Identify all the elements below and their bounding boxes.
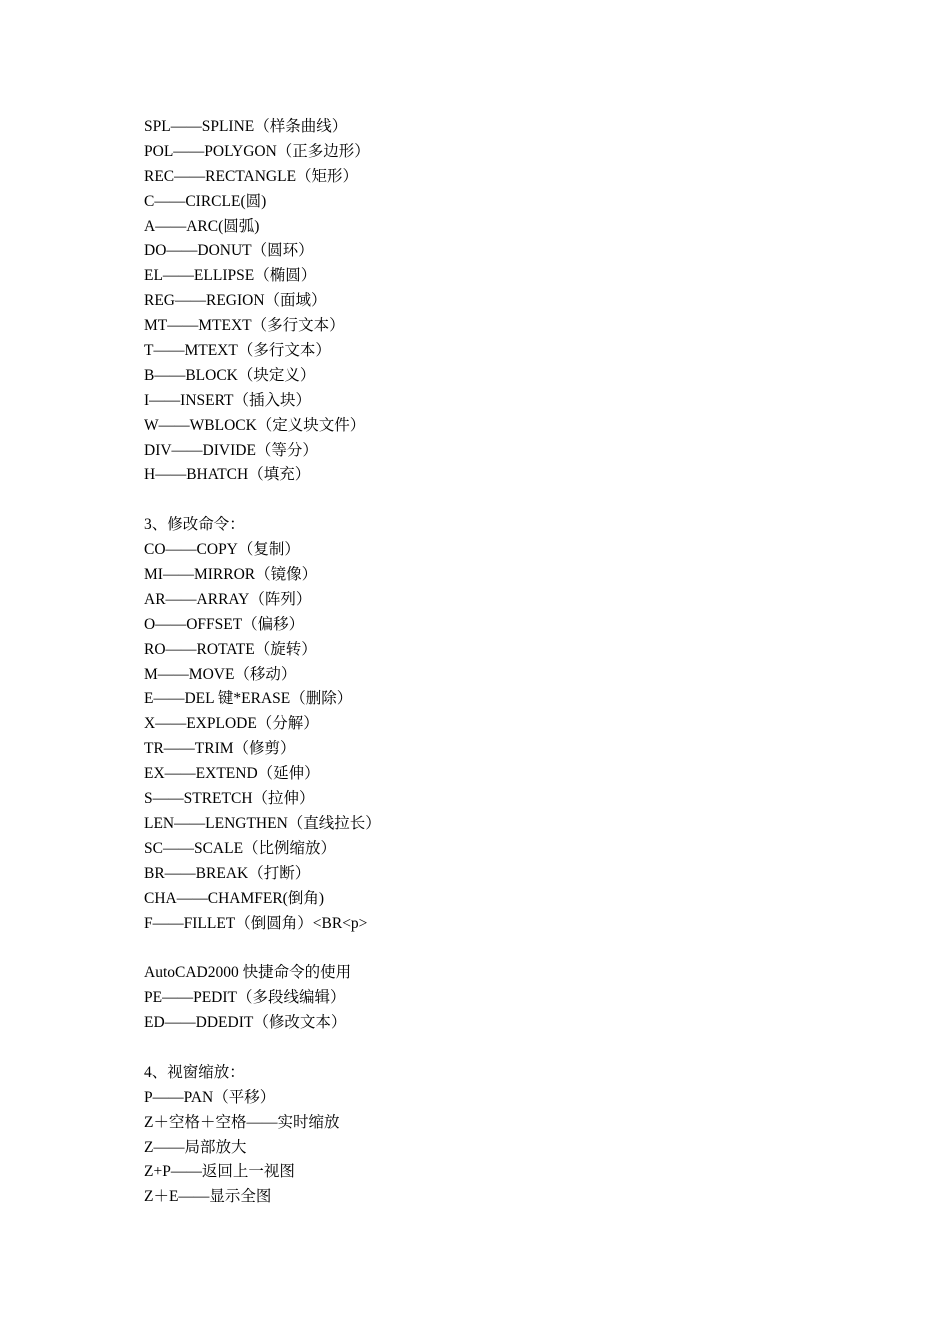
command-line: S——STRETCH（拉伸） xyxy=(144,790,315,808)
command-line: DO——DONUT（圆环） xyxy=(144,242,314,260)
section-modify-commands xyxy=(144,513,844,936)
command-line: POL——POLYGON（正多边形） xyxy=(144,142,370,160)
command-line: Z＋空格＋空格——实时缩放 xyxy=(144,1113,340,1131)
command-line: AR——ARRAY（阵列） xyxy=(144,590,312,608)
command-line: DIV——DIVIDE（等分） xyxy=(144,441,318,459)
command-line: MI——MIRROR（镜像） xyxy=(144,566,318,584)
blank-line xyxy=(144,936,844,961)
command-line: Z+P——返回上一视图 xyxy=(144,1163,295,1181)
command-line: M——MOVE（移动） xyxy=(144,665,297,683)
command-line: A——ARC(圆弧) xyxy=(144,217,260,235)
command-line: T——MTEXT（多行文本） xyxy=(144,342,331,360)
command-line: W——WBLOCK（定义块文件） xyxy=(144,416,366,434)
command-line: LEN——LENGTHEN（直线拉长） xyxy=(144,814,381,832)
command-line: E——DEL 键*ERASE（删除） xyxy=(144,690,353,708)
command-line: P——PAN（平移） xyxy=(144,1088,276,1106)
command-line: X——EXPLODE（分解） xyxy=(144,715,319,733)
section-heading: 3、修改命令： xyxy=(144,516,245,534)
blank-line xyxy=(144,1036,844,1061)
command-line: B——BLOCK（块定义） xyxy=(144,366,316,384)
command-line: SC——SCALE（比例缩放） xyxy=(144,839,337,857)
command-line: C——CIRCLE(圆) xyxy=(144,192,267,210)
section-view-zoom xyxy=(144,1061,844,1210)
command-line: CHA——CHAMFER(倒角) xyxy=(144,889,324,907)
command-line: I——INSERT（插入块） xyxy=(144,391,311,409)
command-line: BR——BREAK（打断） xyxy=(144,864,311,882)
command-line: PE——PEDIT（多段线编辑） xyxy=(144,989,346,1007)
command-line: EL——ELLIPSE（椭圆） xyxy=(144,267,317,285)
command-line: Z＋E——显示全图 xyxy=(144,1188,272,1206)
command-line: SPL——SPLINE（样条曲线） xyxy=(144,118,348,135)
command-line: MT——MTEXT（多行文本） xyxy=(144,317,345,335)
blank-line xyxy=(144,488,844,513)
command-line: CO——COPY（复制） xyxy=(144,541,300,559)
section-heading: AutoCAD2000 快捷命令的使用 xyxy=(144,964,352,982)
command-line: REC——RECTANGLE（矩形） xyxy=(144,167,359,185)
section-autocad2000-shortcuts xyxy=(144,961,844,1036)
command-line: ED——DDEDIT（修改文本） xyxy=(144,1014,347,1032)
command-line: O——OFFSET（偏移） xyxy=(144,615,305,633)
command-line: TR——TRIM（修剪） xyxy=(144,740,296,758)
command-line: EX——EXTEND（延伸） xyxy=(144,765,320,783)
command-line: H——BHATCH（填充） xyxy=(144,466,311,484)
command-line: RO——ROTATE（旋转） xyxy=(144,640,317,658)
section-heading: 4、视窗缩放： xyxy=(144,1063,245,1081)
document-page xyxy=(144,115,844,1210)
section-draw-commands xyxy=(144,115,844,488)
command-line: Z——局部放大 xyxy=(144,1138,247,1156)
command-line: REG——REGION（面域） xyxy=(144,292,327,310)
command-line: F——FILLET（倒圆角）<BR<p> xyxy=(144,914,368,932)
